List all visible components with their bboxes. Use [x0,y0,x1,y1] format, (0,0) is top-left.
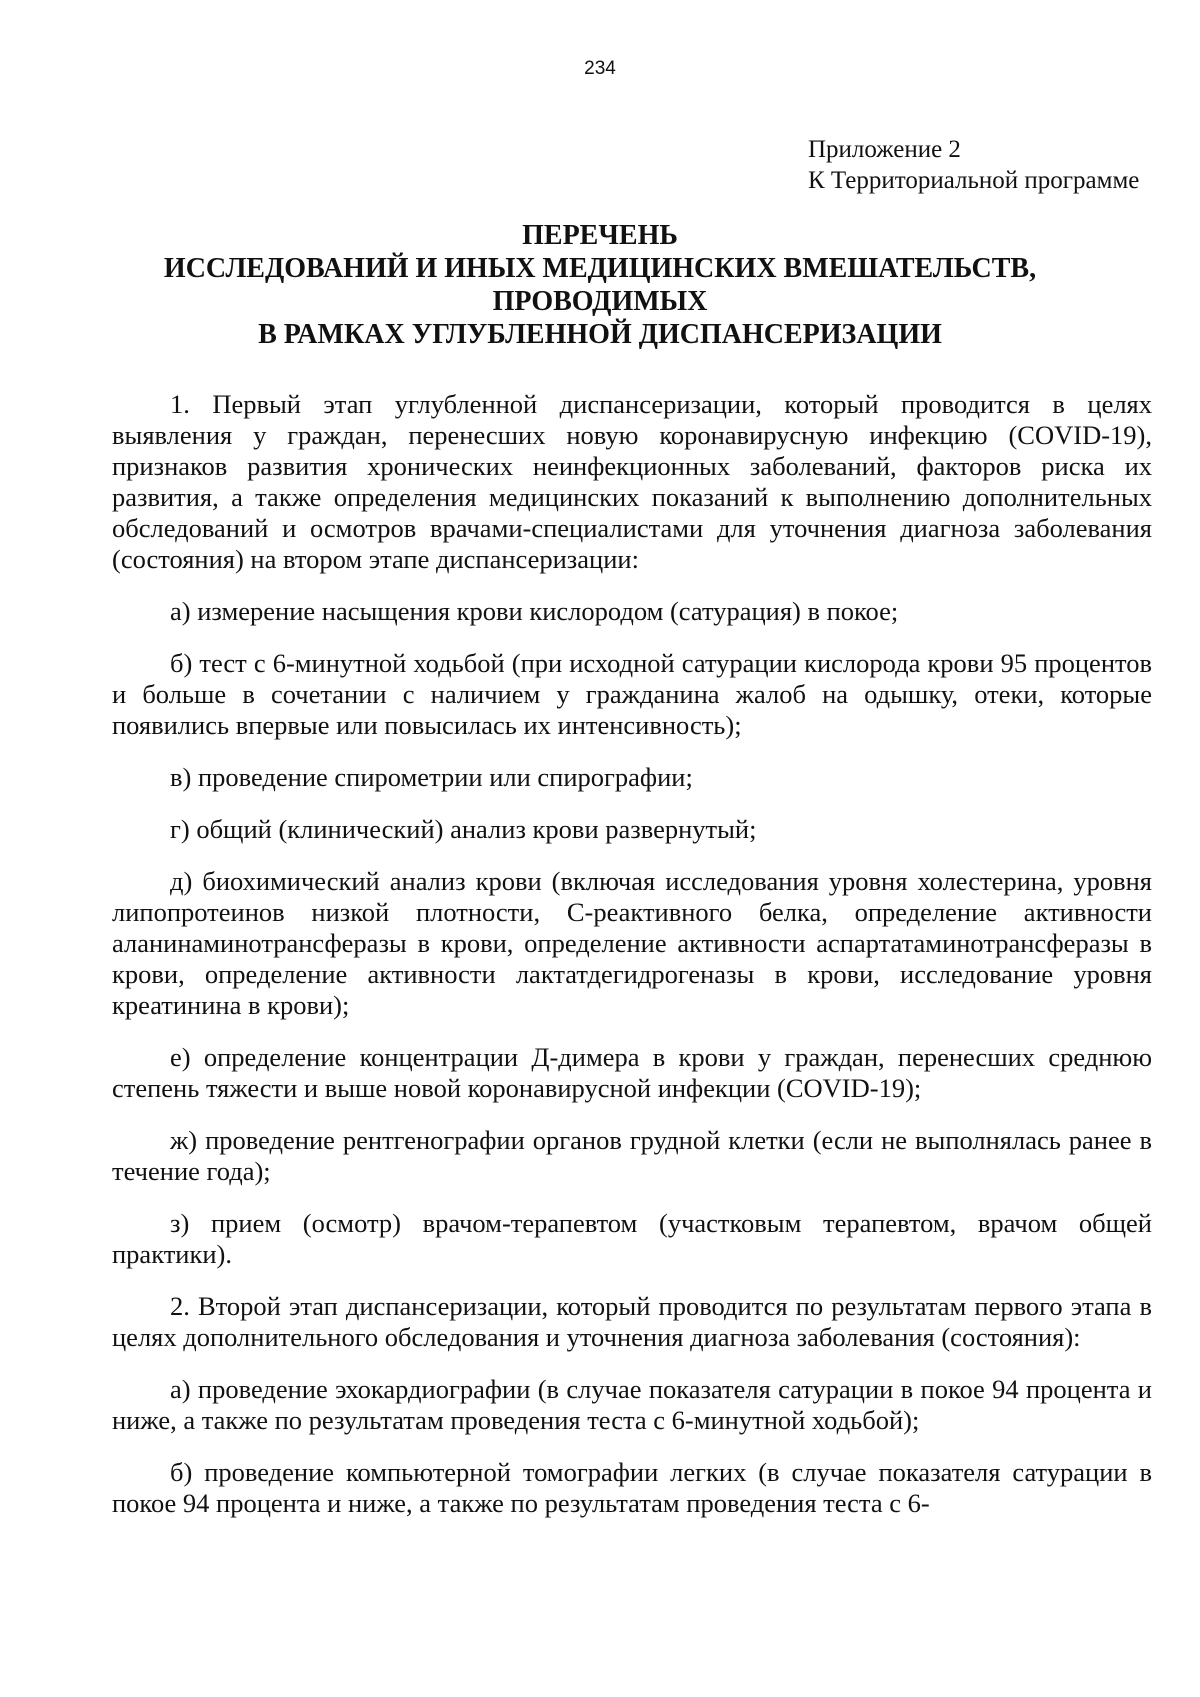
appendix-note [808,134,1139,196]
section-1-item-b: б) тест с 6-минутной ходьбой (при исходной сатурации кислорода крови 95 процентов и больше в сочетании с наличием у гражданина жалоб на одышку, отеки, которые появились впервые или повысилась их интенсивность); [112,648,1152,740]
section-2-item-a: а) проведение эхокардиографии (в случае показателя сатурации в покое 94 процента и ниже, а также по результатам проведения теста с 6-минутной ходьбой); [112,1374,1152,1435]
section-1-item-zh: ж) проведение рентгенографии органов грудной клетки (если не выполнялась ранее в течение года); [112,1125,1152,1186]
appendix-label: Приложение 2 [808,136,961,163]
document-title [0,219,1200,351]
title-line-3: ПРОВОДИМЫХ [492,286,708,317]
section-1-item-z: з) прием (осмотр) врачом-терапевтом (участковым терапевтом, врачом общей практики). [112,1208,1152,1269]
title-line-1: ПЕРЕЧЕНЬ [522,220,678,251]
section-1-item-a: а) измерение насыщения крови кислородом (сатурация) в покое; [170,596,899,626]
section-1-item-d: д) биохимический анализ крови (включая исследования уровня холестерина, уровня липопротеинов низкой плотности, С-реактивного белка, определение активности аланинаминотрансферазы в крови, определение активности аспартатаминотрансферазы в крови, определение активности лактатдегидрогеназы в крови, исследование уровня креатинина в крови); [112,866,1152,1020]
section-1-item-g: г) общий (клинический) анализ крови развернутый; [170,814,757,844]
title-line-4: В РАМКАХ УГЛУБЛЕННОЙ ДИСПАНСЕРИЗАЦИИ [258,319,942,350]
page-number: 234 [584,58,616,79]
section-1-intro: 1. Первый этап углубленной диспансеризации, который проводится в целях выявления у граждан, перенесших новую коронавирусную инфекцию (COVID-19), признаков развития хронических неинфекционных заболеваний, факторов риска их развития, а также определения медицинских показаний к выполнению дополнительных обследований и осмотров врачами-специалистами для уточнения диагноза заболевания (состояния) на втором этапе диспансеризации: [112,389,1152,574]
section-2-intro: 2. Второй этап диспансеризации, который проводится по результатам первого этапа в целях дополнительного обследования и уточнения диагноза заболевания (состояния): [112,1291,1152,1352]
document-body [112,389,1152,1519]
title-line-2: ИССЛЕДОВАНИЙ И ИНЫХ МЕДИЦИНСКИХ ВМЕШАТЕЛЬСТВ, [163,253,1037,284]
appendix-program: К Территориальной программе [808,167,1140,194]
section-2-item-b: б) проведение компьютерной томографии легких (в случае показателя сатурации в покое 94 процента и ниже, а также по результатам проведения теста с 6- [112,1457,1152,1518]
section-1-item-v: в) проведение спирометрии или спирографии; [170,762,693,792]
section-1-item-e: е) определение концентрации Д-димера в крови у граждан, перенесших среднюю степень тяжести и выше новой коронавирусной инфекции (COVID-19); [112,1042,1152,1103]
